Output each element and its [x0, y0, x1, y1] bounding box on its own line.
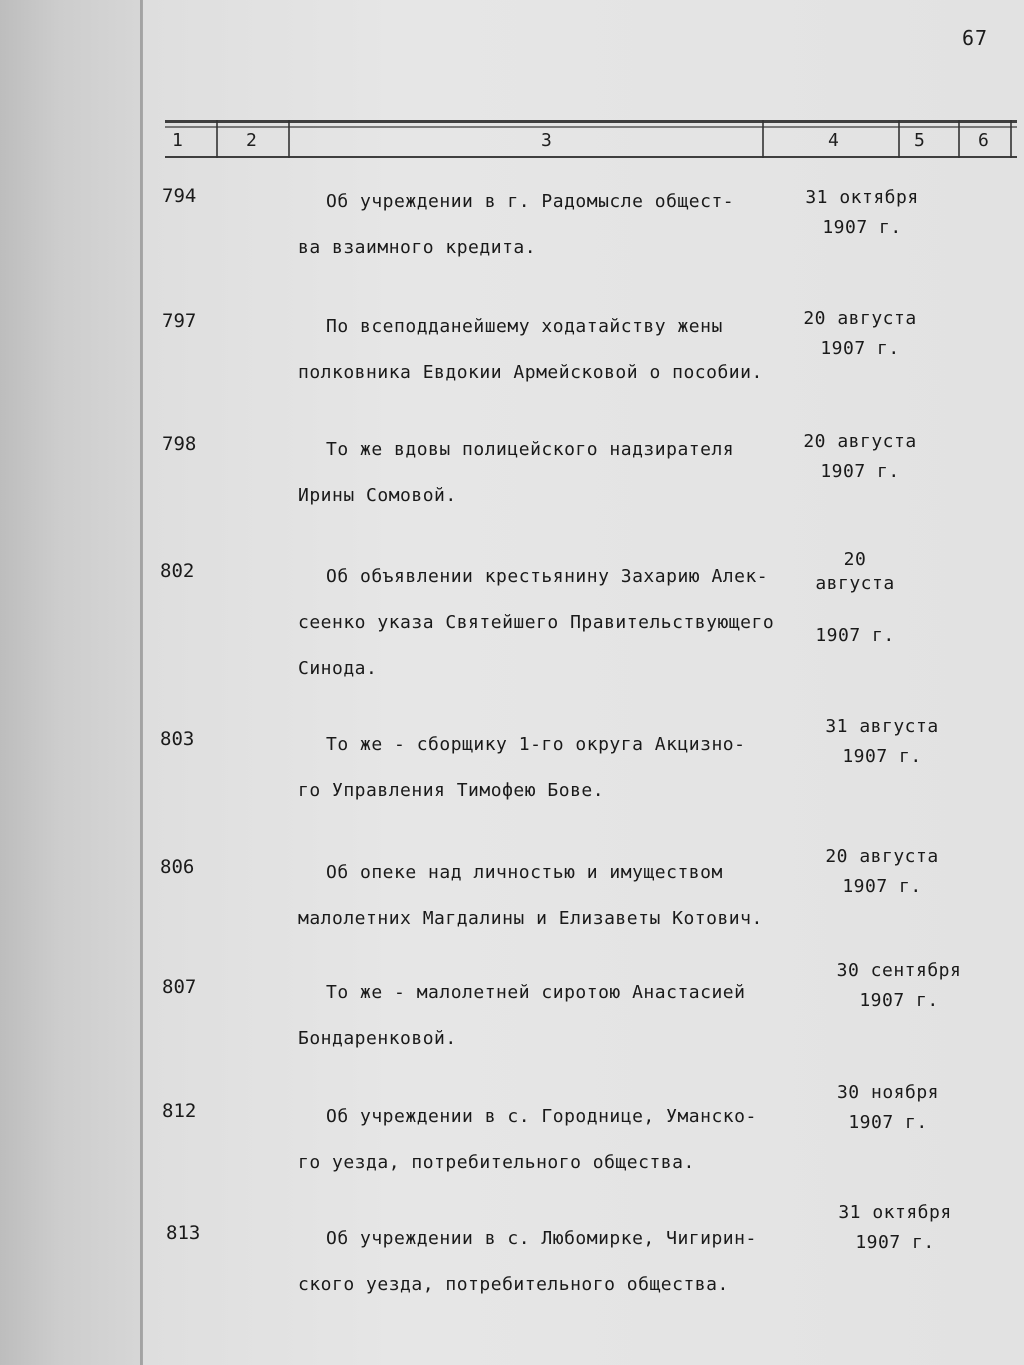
entry-number: 813: [166, 1222, 201, 1244]
description-line: Об учреждении в с. Любомирке, Чигирин-: [326, 1228, 757, 1249]
description-line: Об опеке над личностью и имуществом: [326, 862, 723, 883]
entry-description: [298, 179, 828, 271]
header-top-rule-inner: [165, 126, 1017, 128]
description-line: Синода.: [298, 658, 378, 679]
description-line: сеенко указа Святейшего Правительствующего: [298, 612, 775, 633]
date-day: 20: [843, 549, 867, 570]
date-year: 1907 г.: [820, 461, 900, 482]
date-year: 1907 г.: [848, 1112, 928, 1133]
description-line: го Управления Тимофею Бове.: [298, 780, 605, 801]
entry-date: [790, 304, 930, 364]
date-day-month: 20 августа: [803, 431, 917, 452]
date-day-month: 31 октября: [838, 1202, 952, 1223]
entry-date: [824, 956, 974, 1016]
column-separator: [288, 120, 290, 158]
entry-number: 802: [160, 560, 195, 582]
column-separator: [216, 120, 218, 158]
description-line: То же - сборщику 1-го округа Акцизно-: [326, 734, 746, 755]
description-line: Ирины Сомовой.: [298, 485, 457, 506]
entry-number: 807: [162, 976, 197, 998]
date-year: 1907 г.: [842, 876, 922, 897]
column-number-2: 2: [246, 130, 257, 151]
entry-description: [298, 427, 828, 519]
date-year: 1907 г.: [859, 990, 939, 1011]
entry-date: [812, 842, 952, 902]
date-year: 1907 г.: [842, 746, 922, 767]
column-number-5: 5: [914, 130, 925, 151]
column-separator: [1010, 120, 1012, 158]
column-separator: [958, 120, 960, 158]
entry-description: [298, 554, 838, 692]
date-year: 1907 г.: [822, 217, 902, 238]
entry-number: 794: [162, 185, 197, 207]
description-line: То же вдовы полицейского надзирателя: [326, 439, 735, 460]
entry-number: 812: [162, 1100, 197, 1122]
date-day-month: 20 августа: [803, 308, 917, 329]
entry-date: [790, 427, 930, 487]
description-line: Об учреждении в г. Радомысле общест-: [326, 191, 735, 212]
date-day-month: 30 ноября: [836, 1082, 940, 1103]
column-separator: [898, 120, 900, 158]
entry-date: [792, 183, 932, 243]
description-line: го уезда, потребительного общества.: [298, 1152, 695, 1173]
column-separator: [762, 120, 764, 158]
date-month: августа: [815, 573, 895, 594]
date-day-month: 31 октября: [805, 187, 919, 208]
entry-description: [298, 970, 828, 1062]
entry-description: [298, 304, 828, 396]
column-number-6: 6: [978, 130, 989, 151]
date-year: 1907 г.: [855, 1232, 935, 1253]
entry-date: [812, 712, 952, 772]
entry-number: 798: [162, 433, 197, 455]
date-year: 1907 г.: [820, 338, 900, 359]
description-line: По всеподданейшему ходатайству жены: [326, 316, 723, 337]
column-number-4: 4: [828, 130, 839, 151]
date-day-month: 31 августа: [825, 716, 939, 737]
header-bottom-rule: [165, 156, 1017, 158]
entry-description: [298, 850, 828, 942]
binding-gutter: [0, 0, 142, 1365]
description-line: Об учреждении в с. Городнице, Уманско-: [326, 1106, 757, 1127]
entry-date: [800, 548, 910, 648]
description-line: ва взаимного кредита.: [298, 237, 537, 258]
binding-edge: [140, 0, 143, 1365]
date-day-month: 30 сентября: [836, 960, 962, 981]
header-top-rule: [165, 120, 1017, 123]
page-number: 67: [962, 26, 989, 50]
description-line: Об объявлении крестьянину Захарию Алек-: [326, 566, 769, 587]
entry-date: [818, 1078, 958, 1138]
entry-description: [298, 722, 828, 814]
column-number-3: 3: [541, 130, 552, 151]
description-line: Бондаренковой.: [298, 1028, 457, 1049]
date-day-month: 20 августа: [825, 846, 939, 867]
entry-date: [820, 1198, 970, 1258]
description-line: То же - малолетней сиротою Анастасией: [326, 982, 746, 1003]
column-number-1: 1: [172, 130, 183, 151]
entry-number: 806: [160, 856, 195, 878]
entry-description: [298, 1216, 828, 1308]
description-line: ского уезда, потребительного общества.: [298, 1274, 729, 1295]
description-line: малолетних Магдалины и Елизаветы Котович.: [298, 908, 763, 929]
entry-description: [298, 1094, 828, 1186]
date-year: 1907 г.: [815, 625, 895, 646]
description-line: полковника Евдокии Армейсковой о пособии.: [298, 362, 763, 383]
entry-number: 803: [160, 728, 195, 750]
entry-number: 797: [162, 310, 197, 332]
